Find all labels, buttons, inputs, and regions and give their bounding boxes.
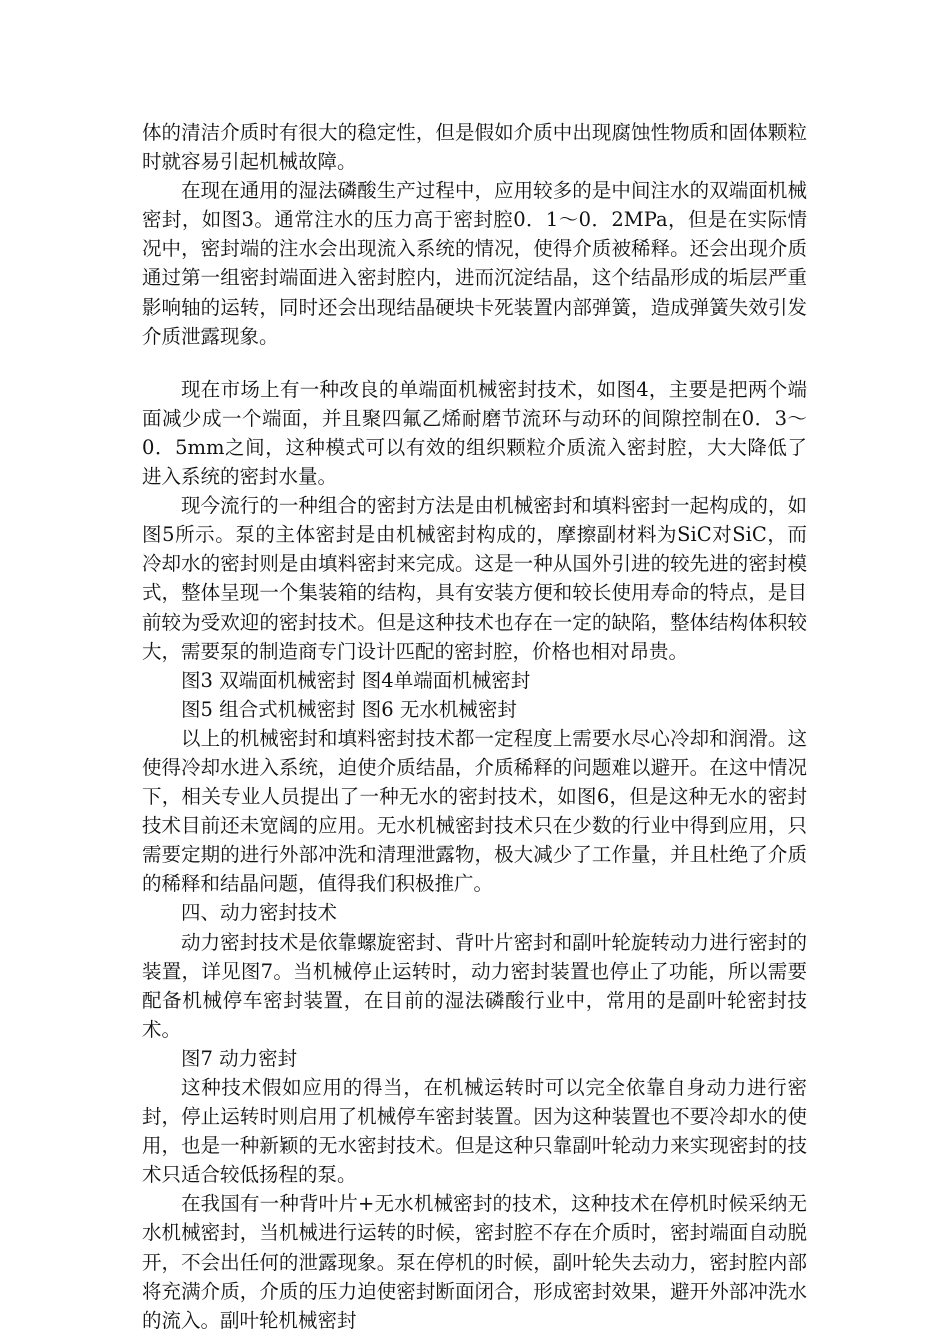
document-page (142, 118, 807, 1335)
figure-caption-7: 图7 动力密封 (181, 1046, 298, 1070)
figure-caption-5-6: 图5 组合式机械密封 图6 无水机械密封 (181, 697, 517, 721)
paragraph-single-face-seal: 现在市场上有一种改良的单端面机械密封技术，如图4，主要是把两个端面减少成一个端面，并且聚四氟乙烯耐磨节流环与动环的间隙控制在0．3～0．5mm之间，这种模式可以有效的组织颗粒介质流入密封腔，大大降低了进入系统的密封水量。 (142, 377, 807, 489)
paragraph-back-vane-seal: 在我国有一种背叶片+无水机械密封的技术，这种技术在停机时候采纳无水机械密封，当机械进行运转的时候，密封腔不存在介质时，密封端面自动脱开，不会出任何的泄露现象。泵在停机的时候，副叶轮失去动力，密封腔内部将充满介质，介质的压力迫使密封断面闭合，形成密封效果，避开外部冲洗水的流入。副叶轮机械密封 (142, 1192, 807, 1332)
figure-caption-3-4: 图3 双端面机械密封 图4单端面机械密封 (181, 668, 531, 692)
paragraph-dynamic-seal: 动力密封技术是依靠螺旋密封、背叶片密封和副叶轮旋转动力进行密封的装置，详见图7。当机械停止运转时，动力密封装置也停止了功能，所以需要配备机械停车密封装置，在目前的湿法磷酸行业中，常用的是副叶轮密封技术。 (142, 930, 807, 1041)
section-heading-dynamic-seal: 四、动力密封技术 (181, 901, 338, 925)
paragraph-combined-seal: 现今流行的一种组合的密封方法是由机械密封和填料密封一起构成的，如图5所示。泵的主体密封是由机械密封构成的，摩擦副材料为SiC对SiC，而冷却水的密封则是由填料密封来完成。这是一种从国外引进的较先进的密封模式，整体呈现一个集装箱的结构，具有安装方便和较长使用寿命的特点，是目前较为受欢迎的密封技术。但是这种技术也存在一定的缺陷，整体结构体积较大，需要泵的制造商专门设计匹配的密封腔，价格也相对昂贵。 (142, 494, 807, 663)
paragraph-dynamic-seal-usage: 这种技术假如应用的得当，在机械运转时可以完全依靠自身动力进行密封，停止运转时则启用了机械停车密封装置。因为这种装置也不要冷却水的使用，也是一种新颖的无水密封技术。但是这种只靠副叶轮动力来实现密封的技术只适合较低扬程的泵。 (142, 1076, 807, 1187)
paragraph-waterless-seal: 以上的机械密封和填料密封技术都一定程度上需要水尽心冷却和润滑。这使得冷却水进入系统，迫使介质结晶，介质稀释的问题难以避开。在这中情况下，相关专业人员提出了一种无水的密封技术，如图6，但是这种无水的密封技术目前还未宽阔的应用。无水机械密封技术只在少数的行业中得到应用，只需要定期的进行外部冲洗和清理泄露物，极大减少了工作量，并且杜绝了介质的稀释和结晶问题，值得我们积极推广。 (142, 726, 807, 896)
paragraph-double-face-seal: 在现在通用的湿法磷酸生产过程中，应用较多的是中间注水的双端面机械密封，如图3。通常注水的压力高于密封腔0．1～0．2MPa，但是在实际情况中，密封端的注水会出现流入系统的情况，使得介质被稀释。还会出现介质通过第一组密封端面进入密封腔内，进而沉淀结晶，这个结晶形成的垢层严重影响轴的运转，同时还会出现结晶硬块卡死装置内部弹簧，造成弹簧失效引发介质泄露现象。 (142, 179, 807, 348)
paragraph-continuation: 体的清洁介质时有很大的稳定性，但是假如介质中出现腐蚀性物质和固体颗粒时就容易引起机械故障。 (142, 121, 807, 174)
